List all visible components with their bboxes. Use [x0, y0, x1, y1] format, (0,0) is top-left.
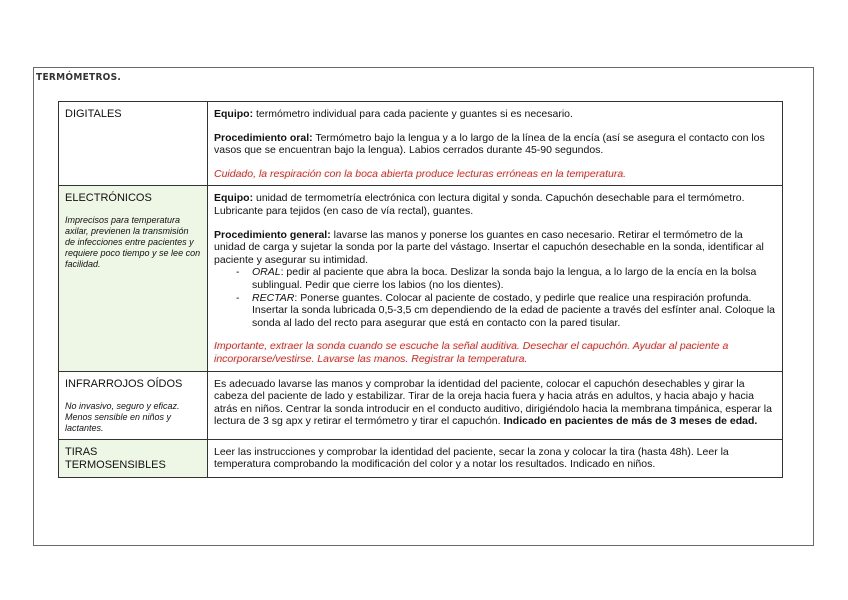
note-electronicos: Imprecisos para temperatura axilar, previenen la transmisión de infecciones entre pacientes y requiere poco tiempo y se lee con facilidad. — [65, 215, 201, 270]
electronicos-warning: Importante, extraer la sonda cuando se escuche la señal auditiva. Desechar el capuchón. Ayudar al paciente a incorporarse/vestirse. Lavarse las manos. Registrar la temperatura. — [214, 340, 729, 365]
content-cell-electronicos — [208, 186, 783, 371]
row-title-digitales: DIGITALES — [65, 108, 122, 120]
infrarrojos-text: Es adecuado lavarse las manos y comprobar la identidad del paciente, colocar el capuchón desechables y girar la cabeza del paciente de lado y estabilizar. Tirar de la oreja hacia fuera y hacia atrás en adultos, y hacia abajo y hacia atrás en niños. Centrar la sonda introducir en el conducto auditivo, dirigiéndolo hacia la membrana timpánica, esperar la lectura de 3 sg apx y retirar el termómetro y tirar el capuchón. Indicado en pacientes de más de 3 meses de edad. — [214, 377, 772, 428]
table-row-electronicos — [59, 186, 783, 371]
digitales-procedimiento: Procedimiento oral: Termómetro bajo la lengua y a lo largo de la línea de la encía (así se asegura el contacto con los vasos que se encuentran bajo la lengua). Labios cerrados durante 45-90 segundos. — [214, 131, 765, 157]
label-cell-electronicos — [59, 186, 208, 371]
table-row-digitales — [59, 102, 783, 186]
row-title-tiras: TIRAS TERMOSENSIBLES — [65, 445, 166, 471]
row-title-electronicos: ELECTRÓNICOS — [65, 192, 152, 205]
content-cell-digitales — [208, 102, 783, 186]
content-cell-tiras — [208, 439, 783, 477]
electronicos-vias-list — [214, 266, 776, 329]
digitales-warning: Cuidado, la respiración con la boca abierta produce lecturas erróneas en la temperatura. — [214, 167, 627, 180]
electronicos-procedimiento: Procedimiento general: lavarse las manos y ponerse los guantes en caso necesario. Retirar el termómetro de la unidad de carga y sujetar la sonda por la parte del vástago. Insertar el capuchón desechable en la sonda, identificar al paciente y asegurar su intimidad. — [214, 228, 764, 266]
label-cell-infrarrojos — [59, 371, 208, 439]
content-cell-infrarrojos — [208, 371, 783, 439]
section-title: TERMÓMETROS. — [36, 72, 122, 83]
digitales-equipo: Equipo: termómetro individual para cada paciente y guantes si es necesario. — [214, 108, 573, 120]
list-item-rectal: - RECTAR: Ponerse guantes. Colocar al paciente de costado, y pedirle que realice una respiración profunda. Insertar la sonda lubricada 0,5-3,5 cm dependiendo de la edad de paciente a través del esfínter anal. Coloque la sonda al lado del recto para asegurar que está en contacto con la pared tisular. — [236, 292, 776, 330]
table-row-tiras — [59, 439, 783, 477]
note-infrarrojos: No invasivo, seguro y eficaz. Menos sensible en niños y lactantes. — [65, 400, 180, 433]
label-cell-digitales — [59, 102, 208, 186]
row-title-infrarrojos: INFRARROJOS OÍDOS — [65, 377, 183, 390]
label-cell-tiras — [59, 439, 208, 477]
thermometers-table — [58, 101, 783, 478]
tiras-text: Leer las instrucciones y comprobar la identidad del paciente, secar la zona y colocar la tira (hasta 48h). Leer la temperatura comprobando la modificación del color y a notar los resultados. Indicado en niños. — [214, 445, 729, 471]
list-item-oral: - ORAL: pedir al paciente que abra la boca. Deslizar la sonda bajo la lengua, a lo largo de la encía en la bolsa sublingual. Pedir que cierre los labios (no los dientes). — [236, 266, 776, 291]
table-row-infrarrojos — [59, 371, 783, 439]
electronicos-equipo: Equipo: unidad de termometría electrónica con lectura digital y sonda. Capuchón desechable para el termómetro. Lubricante para tejidos (en caso de vía rectal), guantes. — [214, 192, 745, 217]
